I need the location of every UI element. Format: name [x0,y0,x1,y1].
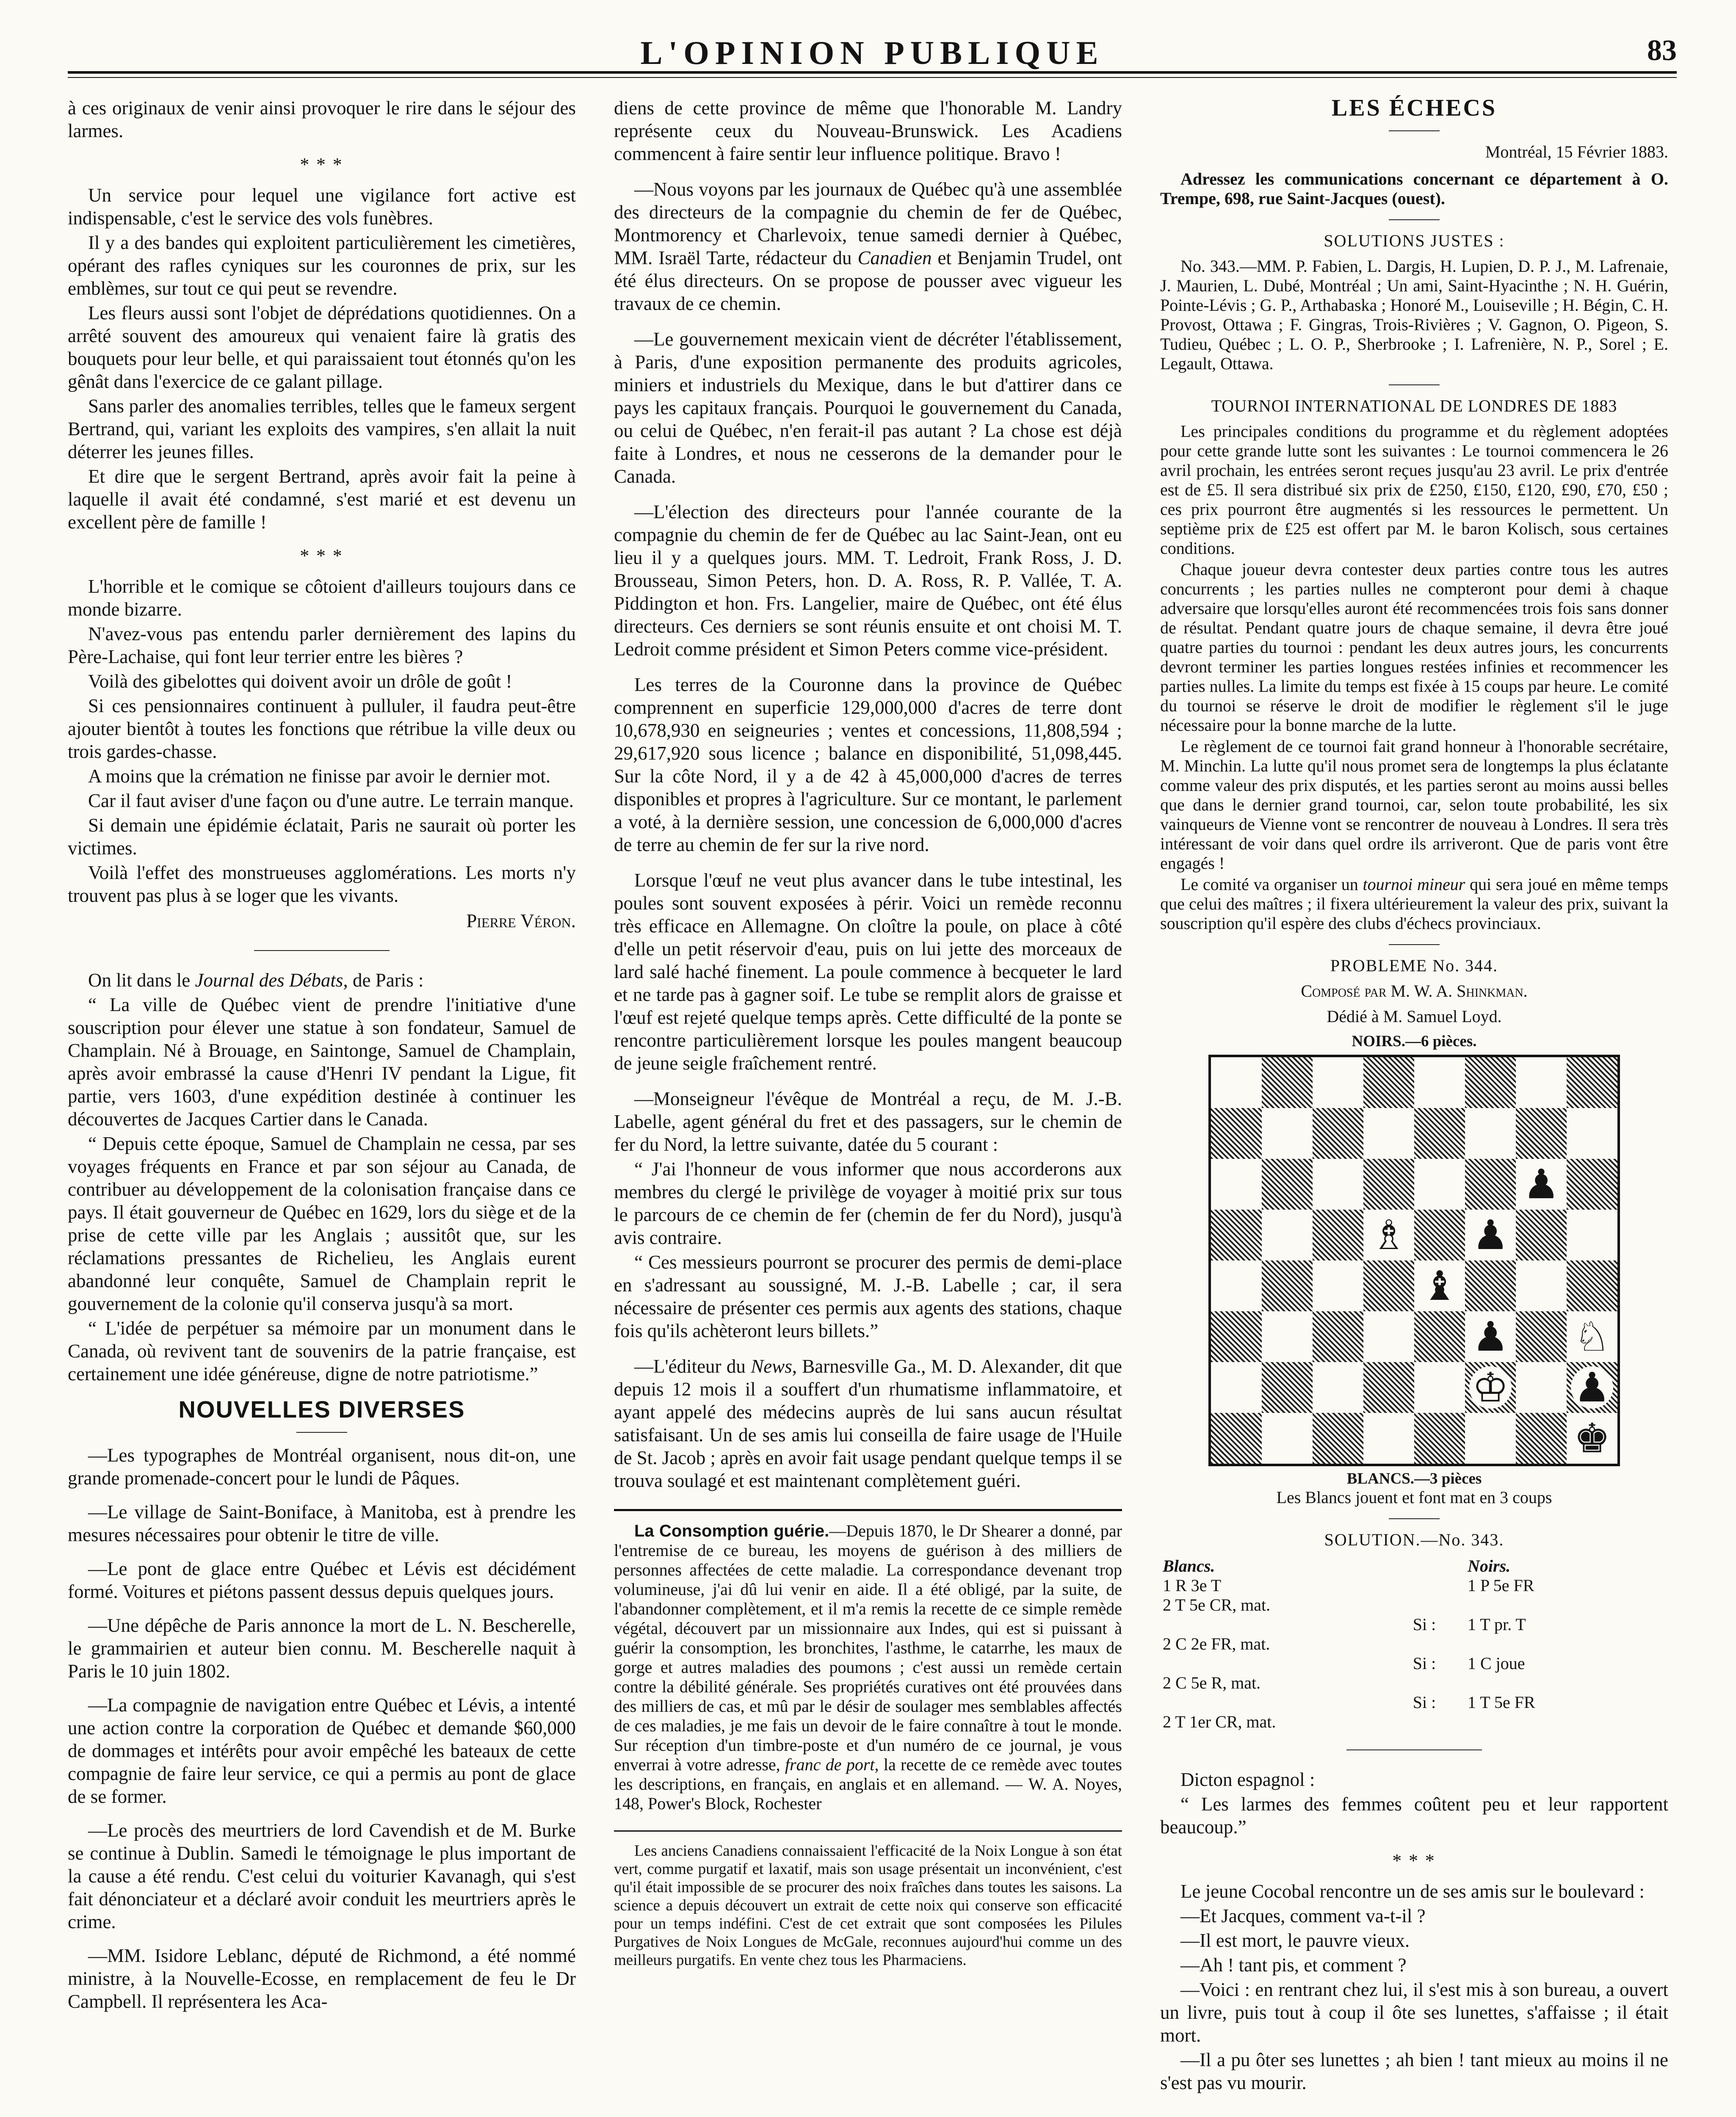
news-item: —La compagnie de navigation entre Québec et Lévis, a intenté une action contre la corporation de Québec et demande $60,000 de dommages et intérêts pour avoir empêché les bateaux de cette compagnie de faire leur service, ce qui a permis au pont de glace de se former. [68,1694,576,1807]
section-stars: * * * [300,545,344,566]
text: —Nous voyons par les journaux de Québec qu'à une assemblée des directeurs de la compagnie du chemin de fer de Québec, Montmorency et Charlevoix, tenue samedi dernier à Québec, MM. Israël Tarte, rédacteur du [614,179,1122,268]
text: et Benjamin Trudel, ont été élus directeurs. On se propose de pousser avec vigueur les travaux de ce chemin. [614,247,1122,314]
table-cell: 2 T 5e CR, mat. [1163,1595,1271,1614]
section-title-echecs: LES ÉCHECS [1331,95,1497,121]
black-pawn-icon: ♟ [1571,1366,1613,1409]
table-cell [1384,1556,1465,1576]
table-cell [1160,1693,1384,1712]
paragraph: Il y a des bandes qui exploitent particulièrement les cimetières, opérant des rafles cyniques sur les couronnes de prix, sur les emblèmes, sur tout ce qui peut se revendre. [68,232,576,299]
board-square [1363,1159,1414,1210]
paragraph: diens de cette province de même que l'honorable M. Landry représente ceux du Nouveau-Brunswick. Les Acadiens commencent à faire sentir leur influence politique. Bravo ! [614,97,1122,164]
paragraph: Si demain une épidémie éclatait, Paris ne saurait où porter les victimes. [68,815,576,859]
header-rule-thin [68,77,1677,78]
paragraph: Le jeune Cocobal rencontre un de ses amis sur le boulevard : [1180,1881,1645,1902]
board-square [1465,1260,1516,1311]
news-item: —L'élection des directeurs pour l'année courante de la compagnie du chemin de fer de Québec au lac Saint-Jean, ont eu lieu il y a quelques jours. MM. T. Ledroit, Frank Ross, J. D. Brousseau, Simon Peters, hon. D. A. Ross, R. P. Vallée, T. A. Piddington et hon. Frs. Langelier, maire de Québec, ont été élus directeurs. Ces derniers se sont réunis ensuite et ont choisi M. T. Ledroit comme président et Simon Peters comme vice-président. [614,501,1122,660]
quote: “ Les larmes des femmes coûtent peu et leur rapportent beaucoup.” [1160,1794,1668,1838]
quote-intro [68,969,576,992]
table-row [1160,1654,1668,1673]
table-cell: 2 C 5e R, mat. [1163,1673,1261,1692]
column-3 [1160,97,1668,2096]
white-king-icon: ♔ [1469,1366,1512,1409]
news-item: —Le pont de glace entre Québec et Lévis est décidément formé. Voitures et piétons passent dessus depuis quelques jours. [68,1558,576,1602]
board-square [1567,1108,1617,1159]
subsection-title: SOLUTIONS JUSTES : [1324,231,1505,250]
news-item [614,178,1122,315]
divider [254,950,390,951]
board-square [1262,1057,1313,1108]
board-square [1516,1362,1567,1413]
news-item: —Monseigneur l'évêque de Montréal a reçu, de M. J.-B. Labelle, agent général du fret et des passagers, sur le chemin de fer du Nord, la lettre suivante, datée du 5 courant : [614,1088,1122,1155]
board-square [1465,1210,1516,1260]
paragraph: “ Depuis cette époque, Samuel de Champlain ne cessa, par ses voyages fréquents en France et par son séjour au Canada, de contribuer au développement de la colonisation française dans ce pays. Il était gouverneur de Québec en 1629, lors du siège et de la prise de cette ville par les Anglais ; aussitôt que, sur les réclamations pressantes de Richelieu, les Anglais eurent abandonné leur conquête, Samuel de Champlain reprit le gouvernement de la colonie qu'il conserva jusqu'à sa mort. [68,1133,576,1314]
board-square [1363,1108,1414,1159]
paragraph: Dicton espagnol : [1180,1769,1315,1790]
ad-text: Les anciens Canadiens connaissaient l'efficacité de la Noix Longue à son état vert, comme purgatif et laxatif, mais son usage présentait un inconvénient, c'est qu'il était impossible de se procurer des noix fraîches dans toutes les saisons. La science a depuis découvert un extrait de cette noix qui conserve son efficacité pour un temps indéfini. C'est de cet extrait que sont composées les Pilules Purgatives de Noix Longues de McGale, reconnues aujourd'hui comme un des meilleurs purgatifs. En vente chez tous les Pharmaciens. [614,1842,1122,1969]
text: , de Paris : [343,970,424,991]
table-cell: Si : [1413,1654,1436,1673]
board-square [1516,1210,1567,1260]
board-square [1516,1159,1567,1210]
paragraph: à ces originaux de venir ainsi provoquer le rire dans le séjour des larmes. [68,97,576,141]
table-cell [1384,1712,1465,1732]
board-square [1465,1057,1516,1108]
paragraph: Et dire que le sergent Bertrand, après avoir fait la peine à laquelle il avait été condamné, s'est marié et est devenu un excellent père de famille ! [68,466,576,533]
column-header-noirs: Noirs. [1468,1556,1511,1575]
ad-text [614,1521,1122,1813]
board-square [1414,1057,1465,1108]
table-cell [1160,1615,1384,1634]
board-square [1313,1413,1363,1464]
table-row [1160,1595,1668,1615]
divider [296,1432,347,1433]
news-item: —Le procès des meurtriers de lord Cavendish et de M. Burke se continue à Dublin. Samedi le témoignage le plus important de la cause a été rendu. C'est celui du voiturier Kavanagh, qui s'est fait dénonciateur et a déclaré avoir conduit les meurtriers après le crime. [68,1820,576,1932]
board-square [1567,1057,1617,1108]
table-cell [1384,1673,1465,1693]
news-item: —Le village de Saint-Boniface, à Manitoba, est à prendre les mesures nécessaires pour obtenir le titre de ville. [68,1501,576,1545]
table-cell: 1 P 5e FR [1468,1576,1534,1595]
newspaper-name: News [751,1356,792,1377]
author-signature: Pierre Véron. [466,910,576,931]
board-square [1262,1311,1313,1362]
header-rule [68,71,1677,74]
text: —Depuis 1870, le Dr Shearer a donné, par l'entremise de ce bureau, les moyens de guérison à des milliers de personnes affectées de cette maladie. La correspondance devenant trop volumineuse, j'ai dû lui venir en aide. Il a été obligé, par la suite, de l'abandonner complètement, et il m'a remis la recette de ce simple remède végétal, découvert par un missionnaire aux Indes, qui est si puissant à guérir la consomption, les bronchites, l'asthme, le catarrhe, les maux de gorge et autres maladies des poumons ; c'est aussi un remède certain contre la débilité générale. Ses propriétés curatives ont été prouvées dans des milliers de cas, et mû par le désir de soulager mes semblables affectés de ces maladies, je me fais un devoir de le faire connaître à tout le monde. Sur réception d'un timbre-poste et d'un numéro de ce journal, je vous enverrai à votre adresse, [614,1521,1122,1774]
white-pieces-label: BLANCS.—3 pièces [1346,1470,1482,1487]
board-square [1414,1260,1465,1311]
board-square [1414,1311,1465,1362]
board-square [1363,1260,1414,1311]
text: , la recette de ce remède avec toutes les descriptions, en français, en anglais et en allemand. — W. A. Noyes, 148, Power's Block, Rochester [614,1755,1122,1813]
paragraph: Un service pour lequel une vigilance fort active est indispensable, c'est le service des vols funèbres. [68,185,576,229]
board-square [1211,1159,1262,1210]
paragraph: “ La ville de Québec vient de prendre l'initiative d'une souscription pour élever une statue à son fondateur, Samuel de Champlain. Né à Brouage, en Saintonge, Samuel de Champlain, après avoir embrassé la cause d'Henri IV pendant la Ligue, fit partie, vers 1603, d'une expédition destinée à continuer les découvertes de Jacques Cartier dans le Canada. [68,994,576,1130]
section-stars: * * * [300,154,344,175]
ad-headline: La Consomption guérie. [634,1522,829,1540]
subsection-title: TOURNOI INTERNATIONAL DE LONDRES DE 1883 [1211,396,1617,415]
news-item: —Les typographes de Montréal organisent, nous dit-on, une grande promenade-concert pour le lundi de Pâques. [68,1445,576,1489]
board-square [1211,1311,1262,1362]
board-square [1567,1413,1617,1464]
news-item: —Une dépêche de Paris annonce la mort de L. N. Bescherelle, le grammairien et auteur bien connu. M. Bescherelle naquit à Paris le 10 juin 1802. [68,1615,576,1682]
news-item: —MM. Isidore Leblanc, député de Richmond, a été nommé ministre, à la Nouvelle-Ecosse, en remplacement de feu le Dr Campbell. Il représentera les Aca- [68,1945,576,2012]
table-cell [1465,1634,1668,1654]
black-pawn-icon: ♟ [1469,1316,1512,1358]
board-square [1414,1362,1465,1413]
board-square [1414,1413,1465,1464]
board-square [1363,1311,1414,1362]
text: Le comité va organiser un [1180,875,1363,894]
board-square [1414,1159,1465,1210]
black-pieces-label: NOIRS.—6 pièces. [1352,1033,1477,1050]
board-square [1516,1311,1567,1362]
black-pawn-icon: ♟ [1469,1214,1512,1256]
board-square [1211,1108,1262,1159]
paragraph: “ Ces messieurs pourront se procurer des permis de demi-place en s'adressant au soussigné, M. J.-B. Labelle ; car, il sera nécessaire de présenter ces permis aux agents des stations, chaque fois qu'ils achèteront leurs billets.” [614,1252,1122,1341]
page-number: 83 [1647,34,1677,67]
section-title-nouvelles: NOUVELLES DIVERSES [178,1396,465,1423]
divider [1389,130,1440,131]
board-square [1262,1210,1313,1260]
text: , Barnesville Ga., M. D. Alexander, dit que depuis 12 mois il a souffert d'un rhumatisme inflammatoire, et ayant appelé des médecins auprès de lui sans aucun résultat satisfaisant. Un de ses amis lui conseilla de faire usage de l'Huile de St. Jacob ; après en avoir fait usage pendant quelque temps il se trouva soulagé et est maintenant complètement guéri. [614,1356,1122,1491]
table-row [1160,1693,1668,1712]
black-king-icon: ♚ [1571,1417,1613,1459]
board-square [1567,1362,1617,1413]
board-square [1363,1210,1414,1260]
table-cell: 1 R 3e T [1163,1576,1222,1595]
dateline: Montréal, 15 Février 1883. [1485,142,1668,161]
board-square [1363,1362,1414,1413]
solution-title: SOLUTION.—No. 343. [1324,1530,1504,1549]
divider [1389,944,1440,945]
board-square [1313,1108,1363,1159]
board-square [1465,1159,1516,1210]
board-square [1262,1108,1313,1159]
column-1 [68,97,576,2015]
paragraph: Les principales conditions du programme et du règlement adoptées pour cette grande lutte sont les suivantes : Le tournoi commencera le 26 avril prochain, les entrées seront reçues jusqu'au 23 avril. Le prix d'entrée est de £5. Il sera distribué six prix de £250, £150, £120, £90, £70, £50 ; ces prix pourront être augmentés si les ressources le permettent. Un septième prix de £25 est offert par M. le baron Kolisch, sous certaines conditions. [1160,422,1668,558]
table-cell [1384,1576,1465,1595]
section-stars: * * * [1392,1850,1436,1871]
dialogue-line: —Ah ! tant pis, et comment ? [1180,1954,1407,1976]
news-item: Les terres de la Couronne dans la province de Québec comprennent en superficie 129,000,000 d'acres de terre dont 10,678,930 en seigneuries ; ventes et concessions, 11,808,594 ; 29,617,920 sous licence ; balance en disponibilité, 51,098,445. Sur la côte Nord, il y a de 42 à 45,000,000 d'acres de terres disponibles et propres à l'agriculture. Sur ce montant, le parlement a voté, à la dernière session, une concession de 6,000,000 d'acres de terre au chemin de fer sur la rive nord. [614,674,1122,855]
problem-title: PROBLEME No. 344. [1330,956,1498,975]
white-bishop-icon: ♗ [1368,1214,1410,1256]
problem-author: Composé par M. W. A. Shinkman. [1301,981,1528,1000]
paragraph: Car il faut aviser d'une façon ou d'une autre. Le terrain manque. [88,790,574,811]
paragraph: Le règlement de ce tournoi fait grand honneur à l'honorable secrétaire, M. Minchin. La lutte qu'il nous promet sera de longtemps la plus éclatante comme valeur des prix disputés, et les parties seront au moins aussi belles que dans le dernier grand tournoi, car, selon toute probabilité, les six vainqueurs de Vienne vont se rencontrer de nouveau à Londres. Il sera très intéressant de voir dans quel ordre ils arriveront. Que de paris vont être engagés ! [1160,737,1668,873]
paragraph: Voilà des gibelottes qui doivent avoir un drôle de goût ! [88,671,512,692]
paragraph: Les fleurs aussi sont l'objet de déprédations quotidiennes. On a arrêté souvent des amoureux qui venaient faire là gratis des bouquets pour leur belle, et qui paraissaient tout étonnés qu'on les gênât dans l'exercice de ce galant pillage. [68,302,576,392]
divider [1389,384,1440,385]
table-row [1160,1576,1668,1595]
column-header-blancs: Blancs. [1163,1556,1215,1575]
table-row [1160,1712,1668,1732]
board-square [1363,1413,1414,1464]
news-item: Lorsque l'œuf ne veut plus avancer dans le tube intestinal, les poules sont souvent exposées à périr. Voici un remède reconnu très efficace en Allemagne. On cloître la poule, on place à côté d'elle un petit réservoir d'eau, puis on lui jette des morceaux de lard salé haché finement. La poule commence à becqueter le lard et ne tarde pas à gagner soif. Le tube se remplit alors de graisse et l'œuf est rejeté quelque temps après. Cette difficulté de la ponte se rencontre particulièrement lorsque les poules mangent beaucoup de jeune seigle fraîchement rentré. [614,870,1122,1074]
advertisement-noix-longue [614,1830,1122,1969]
column-2 [614,97,1122,1971]
board-square [1465,1362,1516,1413]
board-square [1516,1057,1567,1108]
masthead [68,34,1677,72]
board-square [1465,1108,1516,1159]
dialogue-line: —Il a pu ôter ses lunettes ; ah bien ! tant mieux au moins il ne s'est pas vu mourir. [1160,2049,1668,2093]
board-square [1516,1108,1567,1159]
table-cell: 1 T 5e FR [1468,1693,1535,1712]
table-cell [1465,1673,1668,1693]
problem-dedication: Dédié à M. Samuel Loyd. [1327,1007,1502,1026]
table-cell [1384,1595,1465,1615]
dialogue-line: —Et Jacques, comment va-t-il ? [1180,1905,1426,1926]
newspaper-name: Canadien [857,247,932,268]
board-square [1414,1210,1465,1260]
divider [1389,219,1440,220]
divider [1389,1518,1440,1519]
table-row [1160,1634,1668,1654]
journal-name: Journal des Débats [195,970,343,991]
board-square [1313,1362,1363,1413]
table-cell: 2 C 2e FR, mat. [1163,1634,1270,1653]
paragraph: “ L'idée de perpétuer sa mémoire par un monument dans le Canada, où revivent tant de souvenirs de la patrie française, est certainement une idée généreuse, digne de notre patriotisme.” [68,1318,576,1385]
chess-board [1208,1055,1620,1466]
advertisement-consomption [614,1509,1122,1813]
board-square [1567,1210,1617,1260]
address-notice: Adressez les communications concernant ce département à O. Trempe, 698, rue Saint-Jacques (ouest). [1160,169,1668,208]
paragraph: Sans parler des anomalies terribles, telles que le fameux sergent Bertrand, qui, variant les exploits des vampires, s'en allait la nuit déterrer les jeunes filles. [68,395,576,462]
table-cell [1465,1595,1668,1615]
news-item: —Le gouvernement mexicain vient de décréter l'établissement, à Paris, d'une exposition permanente des produits agricoles, miniers et industriels du Mexique, dans le but d'attirer dans ce pays les capitaux français. Pourquoi le gouvernement du Canada, ou celui de Québec, n'en ferait-il pas autant ? La chose est déjà faite à Londres, et nous ne cesserons de la demander pour le Canada. [614,329,1122,487]
dialogue-line: —Voici : en rentrant chez lui, il s'est mis à son bureau, a ouvert un livre, puis tout à coup il ôte ses lunettes, s'affaisse ; il était mort. [1160,1979,1668,2046]
board-square [1211,1413,1262,1464]
board-square [1414,1108,1465,1159]
board-square [1262,1362,1313,1413]
paragraph [1160,875,1668,933]
board-square [1313,1057,1363,1108]
board-square [1313,1210,1363,1260]
board-square [1211,1210,1262,1260]
table-cell [1384,1634,1465,1654]
text: On lit dans le [88,970,195,991]
table-cell [1160,1654,1384,1673]
paragraph: A moins que la crémation ne finisse par avoir le dernier mot. [88,766,551,787]
paragraph: L'horrible et le comique se côtoient d'ailleurs toujours dans ce monde bizarre. [68,576,576,620]
board-square [1516,1260,1567,1311]
board-square [1363,1057,1414,1108]
board-square [1211,1057,1262,1108]
table-cell: 1 T pr. T [1468,1615,1526,1634]
table-cell: Si : [1413,1615,1436,1634]
table-cell: 1 C joue [1468,1654,1525,1673]
black-bishop-icon: ♝ [1418,1265,1461,1307]
board-square [1313,1311,1363,1362]
text: —L'éditeur du [634,1356,751,1377]
table-cell: Si : [1413,1693,1436,1712]
board-square [1567,1311,1617,1362]
text: qui sera joué en même temps que celui des maîtres ; il fixera ultérieurement la valeur des prix, suivant la souscription qu'il espère des clubs d'échecs provinciaux. [1160,875,1668,933]
solution-table [1160,1556,1668,1732]
board-square [1262,1413,1313,1464]
divider [1346,1749,1482,1750]
board-square [1313,1260,1363,1311]
black-pawn-icon: ♟ [1520,1163,1562,1205]
board-square [1465,1311,1516,1362]
table-row [1160,1615,1668,1634]
board-square [1516,1413,1567,1464]
table-cell: 2 T 1er CR, mat. [1163,1712,1276,1731]
paragraph: “ J'ai l'honneur de vous informer que nous accorderons aux membres du clergé le privilège de voyager à moitié prix sur tous le parcours de ce chemin de fer (chemin de fer du Nord), jusqu'à avis contraire. [614,1158,1122,1248]
dialogue-line: —Il est mort, le pauvre vieux. [1180,1930,1410,1951]
news-item [614,1355,1122,1492]
board-square [1567,1159,1617,1210]
board-square [1262,1260,1313,1311]
text: tournoi mineur [1363,875,1465,894]
white-knight-icon: ♘ [1571,1316,1613,1358]
board-square [1211,1260,1262,1311]
board-square [1465,1413,1516,1464]
paragraph: Voilà l'effet des monstrueuses agglomérations. Les morts n'y trouvent pas plus à se loger que les vivants. [68,862,576,906]
board-square [1262,1159,1313,1210]
table-row [1160,1673,1668,1693]
solvers-list: No. 343.—MM. P. Fabien, L. Dargis, H. Lupien, D. P. J., M. Lafrenaie, J. Maurien, L. Dubé, Montréal ; Un ami, Saint-Hyacinthe ; N. H. Guérin, Pointe-Lévis ; G. P., Arthabaska ; Honoré M., Louiseville ; H. Bégin, C. H. Provost, Ottawa ; F. Gingras, Trois-Rivières ; V. Gagnon, O. Pigeon, S. Tudieu, Québec ; L. O. P., Sherbrooke ; I. Lafrenière, N. P., Sorel ; E. Legault, Ottawa. [1160,257,1668,373]
table-row [1160,1556,1668,1576]
table-cell [1465,1712,1668,1732]
paragraph: N'avez-vous pas entendu parler dernièrement des lapins du Père-Lachaise, qui font leur terrier entre les bières ? [68,623,576,667]
board-square [1313,1159,1363,1210]
problem-caption: Les Blancs jouent et font mat en 3 coups [1276,1488,1552,1507]
solution-moves [1160,1576,1668,1732]
paragraph: Si ces pensionnaires continuent à pulluler, il faudra peut-être ajouter bientôt à toutes les fonctions que rétribue la ville deux ou trois gardes-chasse. [68,695,576,762]
board-square [1567,1260,1617,1311]
board-square [1211,1362,1262,1413]
text: franc de port [785,1755,875,1774]
newspaper-title: L'OPINION PUBLIQUE [640,34,1104,71]
paragraph: Chaque joueur devra contester deux parties contre tous les autres concurrents ; les parties nulles ne compteront pour demi à chaque adversaire que lorsqu'elles auront été recommencées trois fois sans donner de résultat. Pendant quatre jours de chaque semaine, il devra être joué quatre parties du tournoi : pendant les deux autres jours, les concurrents devront terminer les parties longues restées infinies et recommencer les parties nulles. La limite du temps est fixée à 15 coups par heure. Le comité du tournoi se réserve le droit de modifier le règlement s'il le juge nécessaire pour la bonne marche de la lutte. [1160,560,1668,735]
